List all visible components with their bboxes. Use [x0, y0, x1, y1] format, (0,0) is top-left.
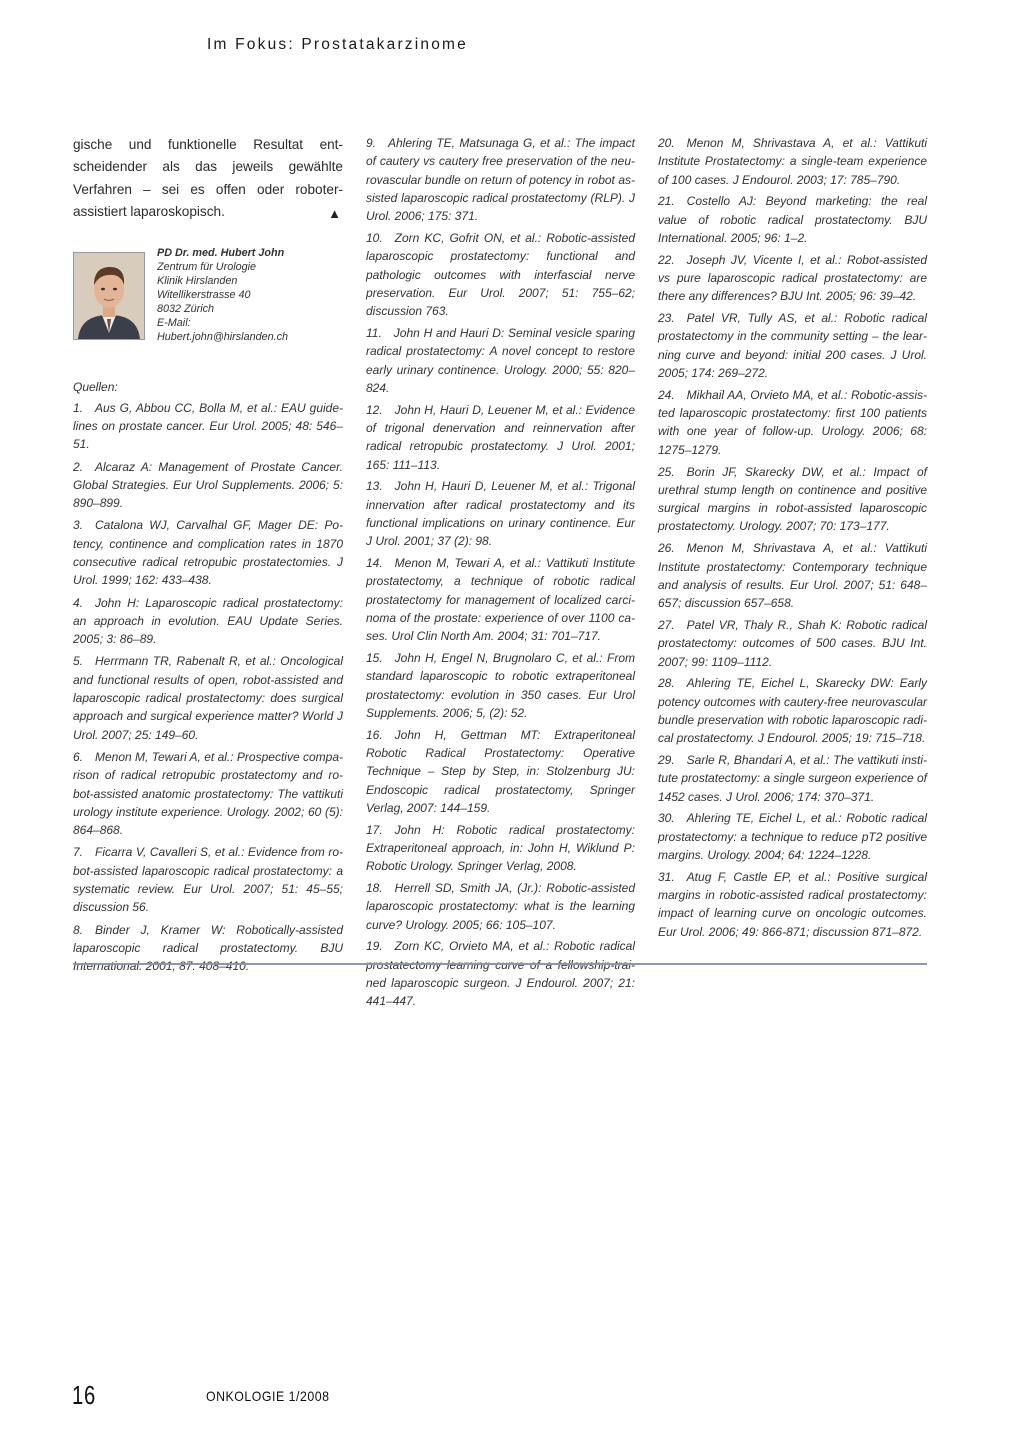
reference-item: 9. Ahlering TE, Matsunaga G, et al.: The impact of cautery vs cautery free preservation of the neurovascular bundle on return of potency in robot assisted laparoscopic radical prostatectomy (RLP). J Urol. 2006; 175: 371.: [366, 136, 635, 224]
author-institution: Zentrum für Urologie: [157, 260, 257, 273]
reference-item: 6. Menon M, Tewari A, et al.: Prospective comparison of radical retropubic prostatectomy and robot-assisted anatomic prostatectomy: The vattikuti urology institute experience. Urology. 2002; 60 (5): 864–868.: [73, 749, 343, 838]
author-box: [73, 246, 343, 343]
author-name: PD Dr. med. Hubert John: [157, 246, 285, 259]
intro-paragraph: [73, 134, 343, 224]
reference-item: 14. Menon M, Tewari A, et al.: Vattikuti Institute prostatectomy, a technique of robotic radical prostatectomy for management of localized carcinoma of the prostate: experience of over 1100 cases. Urol Clin North Am. 2004; 31: 701–717.: [366, 556, 635, 644]
reference-item: 15. John H, Engel N, Brugnolaro C, et al.: From standard laparoscopic to robotic extraperitoneal prostatectomy: evolution in 350 cases. Eur Urol Supplements. 2006; 5, (2): 52.: [366, 651, 635, 720]
reference-item: 20. Menon M, Shrivastava A, et al.: Vattikuti Institute Prostatectomy: a single-team experience of 100 cases. J Endourol. 2003; 17: 785–790.: [658, 136, 927, 187]
author-street: Witellikerstrasse 40: [157, 288, 251, 301]
reference-item: 31. Atug F, Castle EP, et al.: Positive surgical margins in robotic-assisted radical prostatectomy: impact of learning curve on oncologic outcomes. Eur Urol. 2006; 49: 866-871; discussion 871–872.: [658, 869, 927, 939]
reference-item: 26. Menon M, Shrivastava A, et al.: Vattikuti Institute prostatectomy: Contemporary technique and analysis of results. Eur Urol. 2007; 51: 648–657; discussion 657–658.: [658, 541, 927, 611]
column-2: [366, 134, 635, 1014]
reference-item: 27. Patel VR, Thaly R., Shah K: Robotic radical prostatectomy: outcomes of 500 cases. BJU Int. 2007; 99: 1109–1112.: [658, 617, 927, 669]
column-3: [658, 134, 927, 944]
reference-item: 5. Herrmann TR, Rabenalt R, et al.: Oncological and functional results of open, robot-assisted and laparoscopic radical prostatectomy: does surgical approach and surgical experience matter? World J Urol. 2007; 25: 149–60.: [73, 654, 343, 742]
author-contact: [157, 246, 288, 344]
sources-heading: Quellen:: [73, 379, 118, 394]
reference-item: 2. Alcaraz A: Management of Prostate Cancer. Global Strategies. Eur Urol Supplements. 2006; 5: 890–899.: [73, 459, 343, 511]
reference-item: 7. Ficarra V, Cavalleri S, et al.: Evidence from robot-assisted laparoscopic radical prostatectomy: a systematic review. Eur Urol. 2007; 51: 45–55; discussion 56.: [73, 845, 343, 915]
column-1: [73, 134, 343, 980]
section-divider: [73, 963, 927, 965]
author-email[interactable]: Hubert.john@hirslanden.ch: [157, 330, 289, 343]
reference-item: 18. Herrell SD, Smith JA, (Jr.): Robotic-assisted laparoscopic prostatectomy: what is the learning curve? Urology. 2005; 66: 105–107.: [366, 881, 635, 932]
journal-issue: ONKOLOGIE 1/2008: [206, 1388, 330, 1404]
reference-item: 29. Sarle R, Bhandari A, et al.: The vattikuti institute prostatectomy: a single surgeon experience of 1452 cases. J Urol. 2006; 174: 370–371.: [658, 753, 927, 804]
reference-item: 16. John H, Gettman MT: Extraperitoneal Robotic Radical Prostatectomy: Operative Technique – Step by Step, in: Stolzenburg JU: Endoscopic radical prostatectomy, Springer Verlag, 2007: 144–159.: [366, 727, 635, 815]
author-photo: [73, 252, 145, 340]
reference-item: 23. Patel VR, Tully AS, et al.: Robotic radical prostatectomy in the community setting – the learning curve and beyond: initial 200 cases. J Urol. 2005; 174: 269–272.: [658, 311, 927, 381]
reference-item: 4. John H: Laparoscopic radical prostatectomy: an approach in evolution. EAU Update Series. 2005; 3: 86–89.: [73, 595, 343, 647]
author-clinic: Klinik Hirslanden: [157, 274, 238, 287]
reference-item: 10. Zorn KC, Gofrit ON, et al.: Robotic-assisted laparoscopic prostatectomy: functional and pathologic outcomes with interfascial nerve preservation. Eur Urol. 2007; 51: 755–62; discussion 763.: [366, 230, 635, 319]
reference-item: 3. Catalona WJ, Carvalhal GF, Mager DE: Potency, continence and complication rates in 1870 consecutive radical retropubic prostatectomies. J Urol. 1999; 162: 433–438.: [73, 518, 343, 588]
reference-item: 19. Zorn KC, Orvieto MA, et al.: Robotic radical prostatectomy learning curve of a fellowship-trained laparoscopic surgeon. J Endourol. 2007; 21: 441–447.: [366, 939, 635, 1009]
intro-text: gische und funktionelle Resultat entscheidender als das jeweils gewählte Verfahren – sei es offen oder roboter-assistiert laparoskopisch.: [73, 137, 343, 220]
author-email-label: E-Mail:: [157, 316, 191, 329]
running-header: Im Fokus: Prostatakarzinome: [207, 36, 468, 53]
end-of-article-triangle-icon: ▲: [328, 205, 341, 221]
reference-item: 25. Borin JF, Skarecky DW, et al.: Impact of urethral stump length on continence and positive surgical margins in robot-assisted laparoscopic prostatectomy. Urology. 2007; 70: 173–177.: [658, 464, 927, 534]
reference-item: 1. Aus G, Abbou CC, Bolla M, et al.: EAU guidelines on prostate cancer. Eur Urol. 2005; 48: 546–51.: [73, 400, 343, 452]
author-city: 8032 Zürich: [157, 302, 215, 315]
reference-item: 12. John H, Hauri D, Leuener M, et al.: Evidence of trigonal denervation and reinnervation after radical retropubic prostatectomy. J Urol. 2001; 165: 111–113.: [366, 402, 635, 472]
reference-item: 11. John H and Hauri D: Seminal vesicle sparing radical prostatectomy: A novel concept to restore early urinary continence. Urology. 2000; 55: 820–824.: [366, 325, 635, 395]
reference-item: 30. Ahlering TE, Eichel L, et al.: Robotic radical prostatectomy: a technique to reduce pT2 positive margins. Urology. 2004; 64: 1224–1228.: [658, 811, 927, 862]
reference-item: 22. Joseph JV, Vicente I, et al.: Robot-assisted vs pure laparoscopic radical prostatectomy: are there any differences? BJU Int. 2005; 96: 39–42.: [658, 252, 927, 304]
reference-item: 13. John H, Hauri D, Leuener M, et al.: Trigonal innervation after radical prostatectomy and its functional implications on urinary continence. Eur J Urol. 2001; 37 (2): 98.: [366, 479, 635, 549]
reference-item: 8. Binder J, Kramer W: Robotically-assisted laparoscopic radical prostatectomy. BJU International. 2001; 87: 408–410.: [73, 922, 343, 974]
reference-item: 17. John H: Robotic radical prostatectomy: Extraperitoneal approach, in: John H, Wiklund P: Robotic Urology. Springer Verlag, 2008.: [366, 822, 635, 874]
reference-item: 21. Costello AJ: Beyond marketing: the real value of robotic radical prostatectomy. BJU International. 2005; 96: 1–2.: [658, 194, 927, 245]
reference-item: 24. Mikhail AA, Orvieto MA, et al.: Robotic-assisted laparoscopic prostatectomy: first 100 patients with one year of follow-up. Urology. 2006; 68: 1275–1279.: [658, 387, 927, 457]
page-number: 16: [72, 1380, 97, 1410]
reference-item: 28. Ahlering TE, Eichel L, Skarecky DW: Early potency outcomes with cautery-free neurovascular bundle preservation with robotic laparoscopic radical prostatectomy. J Endourol. 2005; 19: 715–718.: [658, 676, 927, 746]
